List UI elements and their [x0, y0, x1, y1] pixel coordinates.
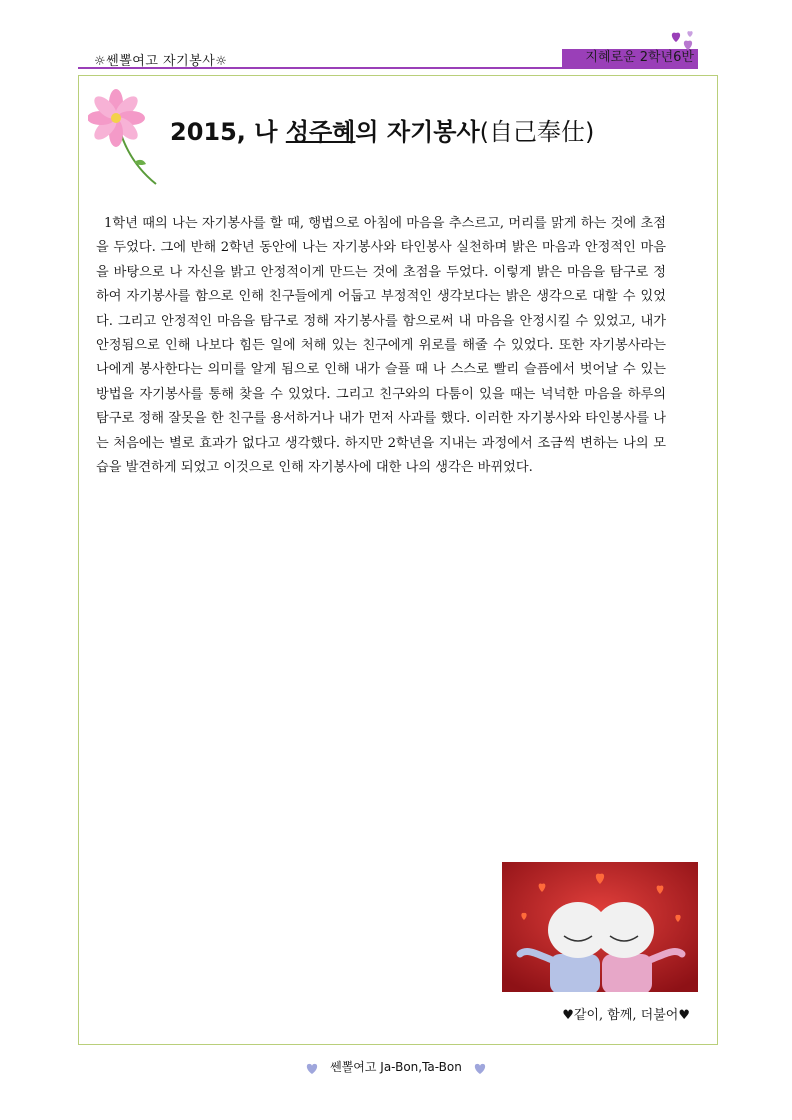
heart-icon: [304, 1061, 320, 1075]
header-divider: [78, 67, 698, 69]
page-title: [170, 112, 594, 147]
purple-hearts-icon: [668, 28, 698, 54]
heart-icon: [472, 1061, 488, 1075]
header-title: ☼쎈뽈여고 자기봉사☼: [94, 54, 228, 69]
essay-paragraph: 1학년 때의 나는 자기봉사를 할 때, 행법으로 아침에 마음을 추스르고, 머리를 맑게 하는 것에 초점을 두었다. 그에 반해 2학년 동안에 나는 자기봉사와 타인봉사 실천하며 밝은 마음과 안정적인 마음을 바탕으로 나 자신을 밝고 안정적이게 만드는 것에 초점을 두었다. 이렇게 밝은 마음을 탐구로 정하여 자기봉사를 함으로 인해 친구들에게 어둡고 부정적인 생각보다는 밝은 생각으로 대할 수 있었다. 그리고 안정적인 마음을 탐구로 정해 자기봉사를 함으로써 내 마음을 안정시킬 수 있었고, 내가 안정됨으로 인해 나보다 힘든 일에 처해 있는 친구에게 위로를 해줄 수 있었다. 또한 자기봉사라는 나에게 봉사한다는 의미를 알게 됨으로 인해 내가 슬플 때 나 스스로 빨리 슬픔에서 벗어날 수 있는 방법을 자기봉사를 통해 찾을 수 있었다. 그리고 친구와의 다툼이 있을 때는 넉넉한 마음을 하루의 탐구로 정해 잘못을 한 친구를 용서하거나 내가 먼저 사과를 했다. 이러한 자기봉사와 타인봉사를 나는 처음에는 별로 효과가 없다고 생각했다. 하지만 2학년을 지내는 과정에서 조금씩 변하는 나의 모습을 발견하게 되었고 이것으로 인해 자기봉사에 대한 나의 생각은 바뀌었다.: [96, 216, 666, 476]
footer: [0, 1058, 792, 1075]
title-suffix: 의 자기봉사: [355, 118, 480, 146]
class-tag: 지혜로운 2학년6반: [562, 49, 698, 67]
title-name: 성주혜: [285, 118, 356, 146]
flower-icon: [88, 88, 162, 188]
footer-text: 쎈뽈여고 Ja-Bon,Ta-Bon: [330, 1060, 462, 1074]
photo-caption: ♥같이, 함께, 더불어♥: [562, 1008, 690, 1023]
title-prefix: 2015, 나: [170, 118, 286, 146]
title-hanja: (自己奉仕): [479, 118, 595, 146]
essay-body: [96, 212, 666, 480]
friends-illustration: [502, 862, 698, 992]
